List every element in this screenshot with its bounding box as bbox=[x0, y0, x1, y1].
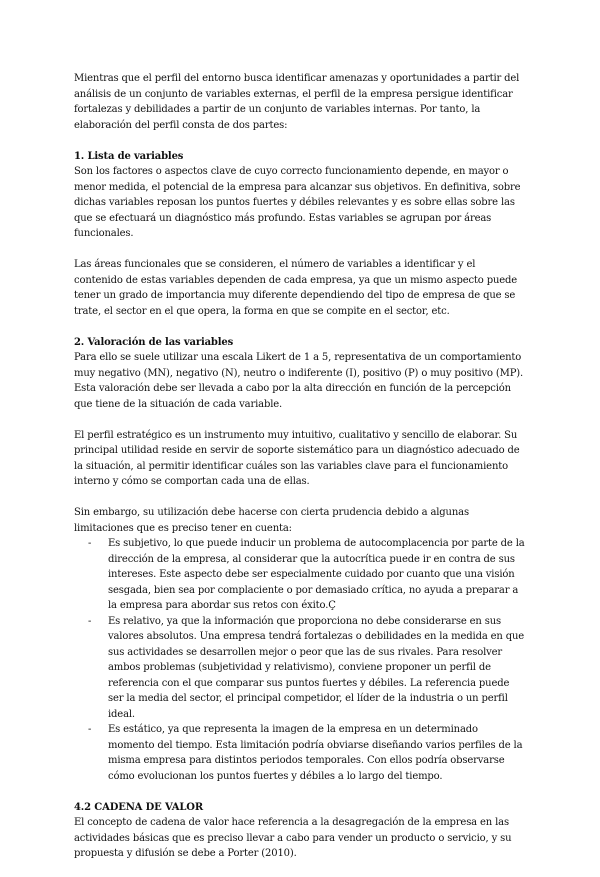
variable-valuation-paragraph-3: Sin embargo, su utilización debe hacerse con cierta prudencia debido a algunas limitaciones que es preciso tener en cuenta: bbox=[74, 507, 469, 534]
list-item bbox=[74, 722, 526, 784]
variable-valuation-paragraph-2: El perfil estratégico es un instrumento muy intuitivo, cualitativo y sencillo de elaborar. Su principal utilidad reside en servir de soporte sistemático para un diagnóstico adecuado de la situación, al permitir identificar cuáles son las variables clave para el funcionamiento interno y cómo se comportan cada una de ellas. bbox=[74, 429, 520, 487]
bullet-marker: - bbox=[88, 538, 92, 549]
section-heading-value-chain: 4.2 CADENA DE VALOR bbox=[74, 801, 203, 813]
section-heading-variable-list: 1. Lista de variables bbox=[74, 150, 184, 162]
variable-list-paragraph-2: Las áreas funcionales que se consideren, el número de variables a identificar y el contenido de estas variables dependen de cada empresa, ya que un mismo aspecto puede tener un grado de importancia muy diferente dependiendo del tipo de empresa de que se trate, el sector en el que opera, la forma en que se compite en el sector, etc. bbox=[74, 259, 518, 317]
intro-paragraph: Mientras que el perfil del entorno busca identificar amenazas y oportunidades a partir del análisis de un conjunto de variables externas, el perfil de la empresa persigue identificar fortalezas y debilidades a partir de un conjunto de variables internas. Por tanto, la elaboración del perfil consta de dos partes: bbox=[74, 73, 520, 131]
list-item bbox=[74, 536, 526, 614]
bullet-marker: - bbox=[88, 615, 92, 627]
limitation-static-text: Es estático, ya que representa la imagen de la empresa en un determinado momento del tiempo. Esta limitación podría obviarse diseñando varios perfiles de la misma empresa para distintos periodos temporales. Con ellos podría observarse cómo evolucionan los puntos fuertes y débiles a lo largo del tiempo. bbox=[108, 724, 523, 782]
limitation-subjective-text: Es subjetivo, lo que puede inducir un problema de autocomplacencia por parte de la dirección de la empresa, al considerar que la autocrítica puede ir en contra de sus intereses. Este aspecto debe ser especialmente cuidado por cuanto que una visión sesgada, bien sea por complaciente o por demasiado crítica, no ayuda a preparar a la empresa para abordar sus retos con éxito.Ç bbox=[108, 538, 525, 611]
value-chain-paragraph: El concepto de cadena de valor hace referencia a la desagregación de la empresa en las actividades básicas que es preciso llevar a cabo para vender un producto o servicio, y su propuesta y difusión se debe a Porter (2010). bbox=[74, 817, 512, 859]
variable-valuation-paragraph-1: Para ello se suele utilizar una escala Likert de 1 a 5, representativa de un comportamiento muy negativo (MN), negativo (N), neutro o indiferente (I), positivo (P) o muy positivo (MP). Esta valoración debe ser llevada a cabo por la alta dirección en función de la percepción que tiene de la situación de cada variable. bbox=[74, 352, 524, 410]
limitations-list bbox=[74, 536, 526, 784]
limitation-relative-text: Es relativo, ya que la información que proporciona no debe considerarse en sus valores absolutos. Una empresa tendrá fortalezas o debilidades en la medida en que sus actividades se desarrollen mejor o peor que las de sus rivales. Para resolver ambos problemas (subjetividad y relativismo), conviene proponer un perfil de referencia con el que comparar sus puntos fuertes y débiles. La referencia puede ser la media del sector, el principal competidor, el líder de la industria o un perfil ideal. bbox=[108, 615, 525, 720]
bullet-marker: - bbox=[88, 724, 92, 735]
document-page bbox=[74, 71, 526, 877]
variable-list-paragraph-1: Son los factores o aspectos clave de cuyo correcto funcionamiento depende, en mayor o menor medida, el potencial de la empresa para alcanzar sus objetivos. En definitiva, sobre dichas variables reposan los puntos fuertes y débiles relevantes y es sobre ellas sobre las que se efectuará un diagnóstico más profundo. Estas variables se agrupan por áreas funcionales. bbox=[74, 166, 521, 239]
list-item bbox=[74, 614, 526, 723]
section-heading-variable-valuation: 2. Valoración de las variables bbox=[74, 336, 234, 348]
